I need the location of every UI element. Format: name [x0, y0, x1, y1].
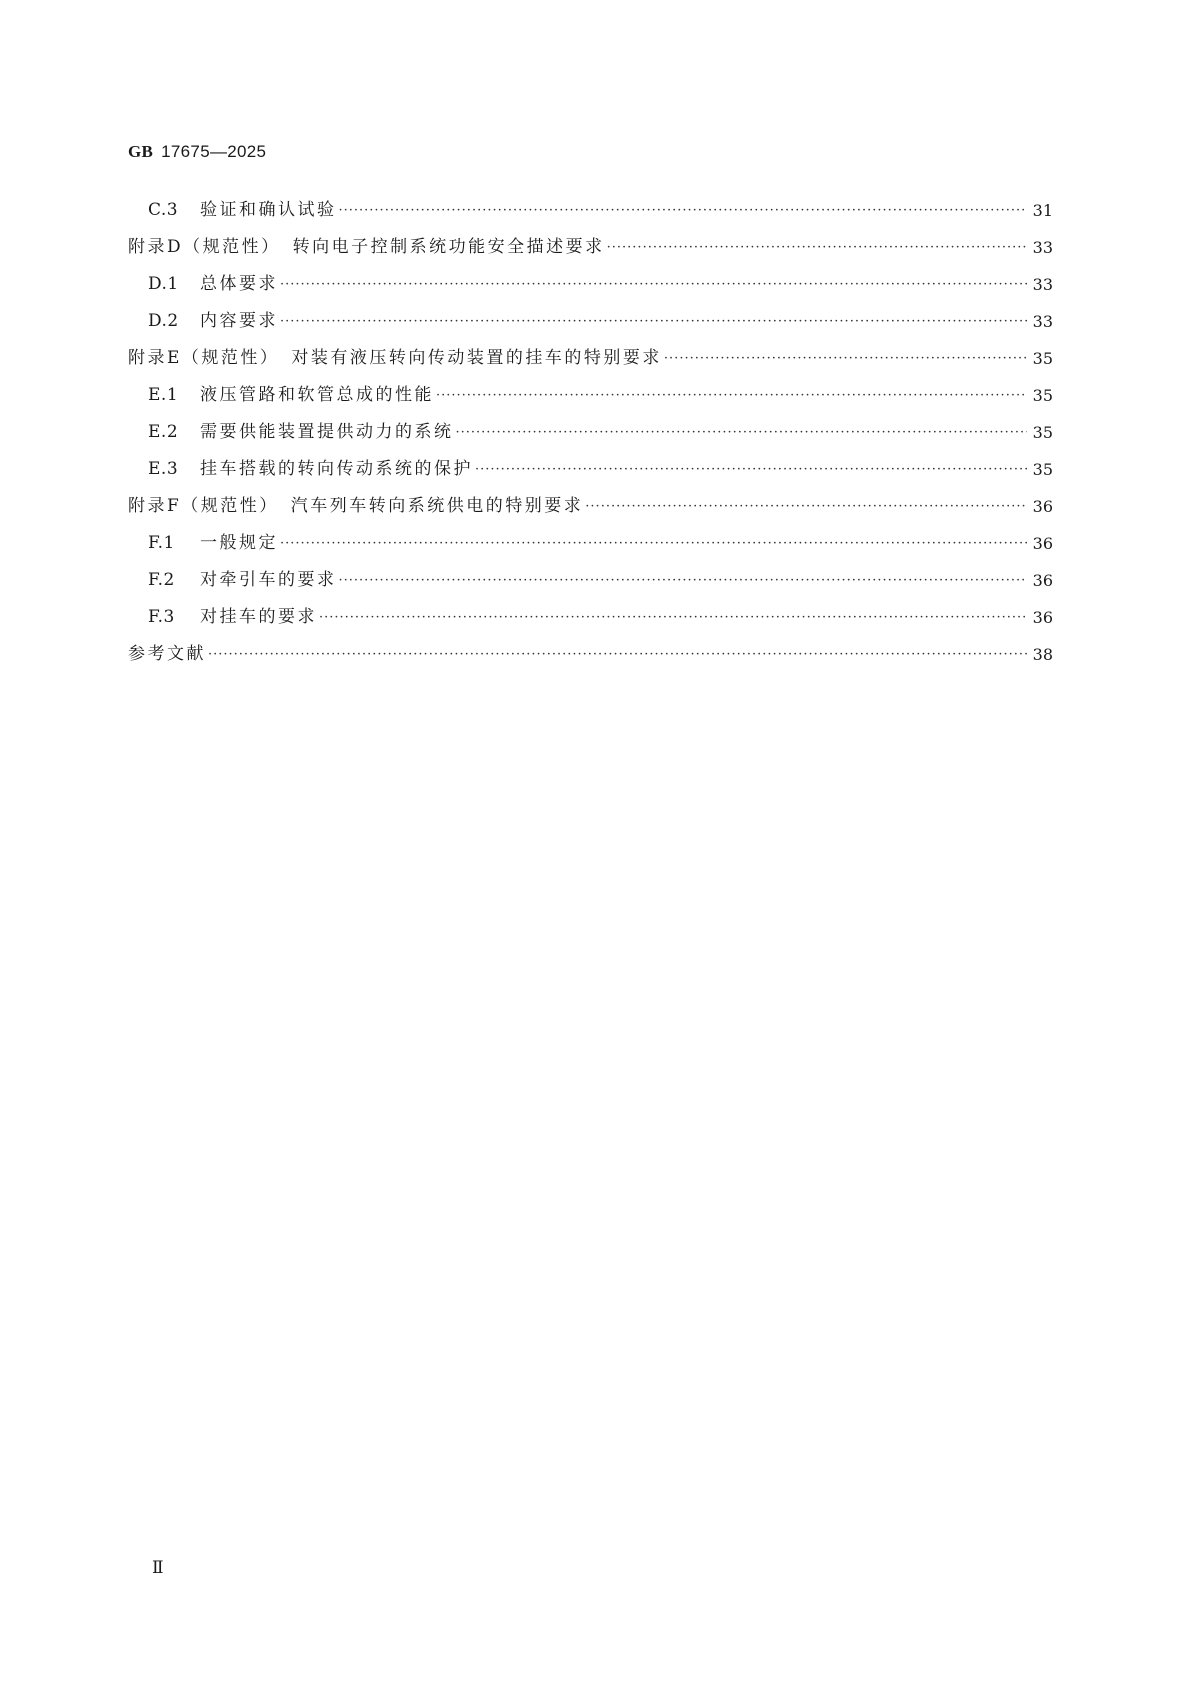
toc-entry-title: 对牵引车的要求 — [200, 570, 337, 590]
toc-entry-number: F.3 — [148, 607, 175, 627]
toc-entry-c3[interactable] — [128, 192, 1053, 229]
toc-entry-title: 对挂车的要求 — [200, 607, 317, 627]
toc-leader-dots — [436, 377, 1027, 414]
toc-leader-dots — [339, 192, 1028, 229]
toc-entry-title: 对装有液压转向传动装置的挂车的特别要求 — [291, 348, 662, 368]
toc-entry-title: 汽车列车转向系统供电的特别要求 — [290, 496, 584, 516]
toc-entry-title: 内容要求 — [200, 311, 278, 331]
standard-number: 17675—2025 — [161, 142, 267, 161]
toc-leader-dots — [585, 488, 1027, 525]
toc-entry-number: 附录F（规范性） — [128, 496, 279, 516]
toc-entry-e3[interactable] — [128, 451, 1053, 488]
toc-entry-title: 需要供能装置提供动力的系统 — [200, 422, 454, 442]
toc-leader-dots — [319, 599, 1027, 636]
toc-entry-title: 转向电子控制系统功能安全描述要求 — [292, 237, 605, 257]
toc-entry-appendix-d[interactable] — [128, 229, 1053, 266]
toc-entry-title: 一般规定 — [200, 533, 278, 553]
page-number: Ⅱ — [152, 1558, 164, 1577]
toc-entry-number: E.1 — [148, 385, 179, 405]
toc-entry-title: 挂车搭载的转向传动系统的保护 — [200, 459, 473, 479]
toc-entry-number: D.1 — [148, 274, 179, 294]
toc-entry-e1[interactable] — [128, 377, 1053, 414]
toc-entry-number: F.2 — [148, 570, 175, 590]
toc-entry-number: 附录E（规范性） — [128, 348, 280, 368]
table-of-contents — [128, 192, 1053, 673]
toc-entry-page: 36 — [1032, 497, 1053, 516]
toc-entry-page: 35 — [1032, 423, 1053, 442]
toc-leader-dots — [280, 303, 1027, 340]
toc-entry-e2[interactable] — [128, 414, 1053, 451]
toc-entry-number: 附录D（规范性） — [128, 237, 281, 257]
toc-entry-page: 36 — [1032, 608, 1053, 627]
toc-leader-dots — [475, 451, 1027, 488]
toc-entry-number: E.2 — [148, 422, 179, 442]
toc-entry-page: 35 — [1032, 460, 1053, 479]
toc-leader-dots — [664, 340, 1027, 377]
toc-entry-f2[interactable] — [128, 562, 1053, 599]
toc-entry-appendix-f[interactable] — [128, 488, 1053, 525]
toc-entry-title: 参考文献 — [128, 644, 206, 664]
toc-entry-number: F.1 — [148, 533, 175, 553]
standard-code: GB — [128, 142, 154, 161]
toc-entry-title: 总体要求 — [200, 274, 278, 294]
toc-entry-f1[interactable] — [128, 525, 1053, 562]
toc-entry-title: 液压管路和软管总成的性能 — [200, 385, 434, 405]
toc-entry-number: C.3 — [148, 200, 179, 220]
toc-entry-page: 38 — [1032, 645, 1053, 664]
toc-entry-d1[interactable] — [128, 266, 1053, 303]
toc-entry-page: 36 — [1032, 534, 1053, 553]
toc-entry-references[interactable] — [128, 636, 1053, 673]
page-header — [128, 142, 266, 162]
toc-leader-dots — [280, 266, 1027, 303]
toc-leader-dots — [280, 525, 1027, 562]
toc-leader-dots — [339, 562, 1028, 599]
toc-entry-title: 验证和确认试验 — [200, 200, 337, 220]
toc-entry-f3[interactable] — [128, 599, 1053, 636]
toc-entry-d2[interactable] — [128, 303, 1053, 340]
toc-entry-page: 33 — [1032, 238, 1053, 257]
toc-leader-dots — [456, 414, 1028, 451]
toc-entry-page: 33 — [1032, 275, 1053, 294]
toc-entry-page: 35 — [1032, 386, 1053, 405]
toc-entry-page: 31 — [1032, 201, 1053, 220]
toc-entry-page: 35 — [1032, 349, 1053, 368]
toc-entry-appendix-e[interactable] — [128, 340, 1053, 377]
toc-entry-number: D.2 — [148, 311, 179, 331]
toc-entry-number: E.3 — [148, 459, 179, 479]
toc-leader-dots — [208, 636, 1027, 673]
toc-entry-page: 36 — [1032, 571, 1053, 590]
toc-leader-dots — [607, 229, 1027, 266]
toc-entry-page: 33 — [1032, 312, 1053, 331]
